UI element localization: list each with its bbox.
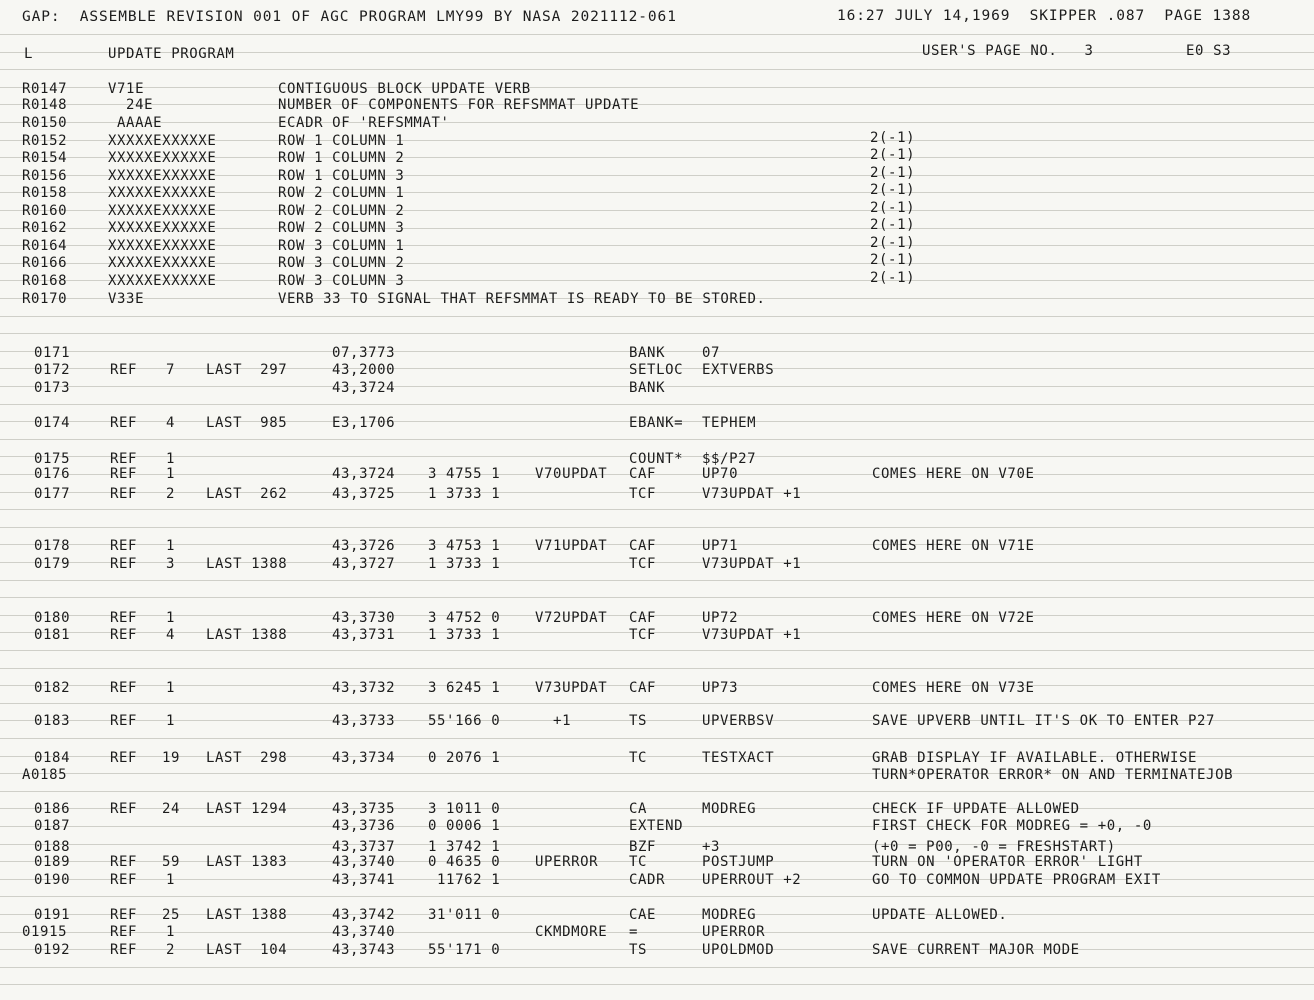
code-opcode: CAF [629, 538, 657, 554]
listing-timestamp-page: 16:27 JULY 14,1969 SKIPPER .087 PAGE 1388 [837, 8, 1252, 24]
header-letter: L [24, 46, 34, 62]
code-comment: TURN*OPERATOR ERROR* ON AND TERMINATEJOB [872, 767, 1234, 783]
code-operand: UPOLDMOD [702, 942, 775, 958]
verb-row-description: ROW 2 COLUMN 1 [278, 185, 405, 201]
code-label: CKMDMORE [535, 924, 608, 940]
verb-row-id: R0156 [22, 168, 68, 184]
code-opcode: BANK [629, 380, 666, 396]
code-last-ref: LAST 104 [206, 942, 288, 958]
code-ref-count: 25 [162, 907, 181, 923]
code-label: +1 [535, 713, 572, 729]
code-opcode: TC [629, 750, 648, 766]
code-ref-count: 24 [162, 801, 181, 817]
code-ref-count: 1 [166, 466, 176, 482]
code-comment: SAVE UPVERB UNTIL IT'S OK TO ENTER P27 [872, 713, 1216, 729]
code-ref-marker: REF [110, 942, 138, 958]
verb-row-scale: 2(-1) [870, 182, 916, 198]
verb-row-id: R0158 [22, 185, 68, 201]
code-ref-marker: REF [110, 415, 138, 431]
code-address: 43,3740 [332, 854, 396, 870]
verb-row-description: ROW 2 COLUMN 3 [278, 220, 405, 236]
verb-row-value: AAAAE [108, 115, 163, 131]
code-operand: MODREG [702, 907, 757, 923]
code-comment: CHECK IF UPDATE ALLOWED [872, 801, 1080, 817]
code-line-number: A0185 [22, 767, 68, 783]
code-ref-marker: REF [110, 627, 138, 643]
code-opcode: CAF [629, 680, 657, 696]
code-ref-count: 19 [162, 750, 181, 766]
code-label: V73UPDAT [535, 680, 608, 696]
code-operand: UP72 [702, 610, 739, 626]
code-ref-marker: REF [110, 713, 138, 729]
code-last-ref: LAST 298 [206, 750, 288, 766]
code-machine-word: 55'171 0 [428, 942, 501, 958]
verb-row-description: CONTIGUOUS BLOCK UPDATE VERB [278, 81, 531, 97]
code-opcode: EXTEND [629, 818, 684, 834]
code-comment: (+0 = P00, -0 = FRESHSTART) [872, 839, 1116, 855]
code-line-number: 0180 [34, 610, 71, 626]
code-line-number: 0172 [34, 362, 71, 378]
verb-row-value: V33E [108, 291, 145, 307]
code-line-number: 0189 [34, 854, 71, 870]
code-operand: $$/P27 [702, 451, 757, 467]
code-address: 43,3724 [332, 380, 396, 396]
verb-row-scale: 2(-1) [870, 165, 916, 181]
verb-row-value: 24E [108, 97, 154, 113]
code-ref-count: 1 [166, 680, 176, 696]
code-label: V70UPDAT [535, 466, 608, 482]
verb-row-description: ROW 1 COLUMN 2 [278, 150, 405, 166]
code-opcode: = [629, 924, 639, 940]
code-operand: UPVERBSV [702, 713, 775, 729]
code-ref-count: 3 [166, 556, 176, 572]
code-ref-count: 2 [166, 942, 176, 958]
code-comment: TURN ON 'OPERATOR ERROR' LIGHT [872, 854, 1143, 870]
code-address: 43,3740 [332, 924, 396, 940]
code-ref-count: 1 [166, 872, 176, 888]
code-operand: UP73 [702, 680, 739, 696]
code-ref-marker: REF [110, 362, 138, 378]
code-line-number: 01915 [22, 924, 68, 940]
verb-row-description: NUMBER OF COMPONENTS FOR REFSMMAT UPDATE [278, 97, 640, 113]
code-machine-word: 0 4635 0 [428, 854, 501, 870]
verb-row-value: XXXXXEXXXXXE [108, 273, 217, 289]
code-ref-marker: REF [110, 556, 138, 572]
code-line-number: 0175 [34, 451, 71, 467]
code-last-ref: LAST 1388 [206, 907, 288, 923]
code-opcode: COUNT* [629, 451, 684, 467]
verb-row-id: R0160 [22, 203, 68, 219]
code-address: 43,3736 [332, 818, 396, 834]
verb-row-value: XXXXXEXXXXXE [108, 203, 217, 219]
code-operand: EXTVERBS [702, 362, 775, 378]
code-last-ref: LAST 1383 [206, 854, 288, 870]
verb-row-value: XXXXXEXXXXXE [108, 220, 217, 236]
code-opcode: TC [629, 854, 648, 870]
code-machine-word: 3 1011 0 [428, 801, 501, 817]
code-label: V72UPDAT [535, 610, 608, 626]
verb-row-description: ROW 3 COLUMN 1 [278, 238, 405, 254]
verb-row-value: XXXXXEXXXXXE [108, 238, 217, 254]
code-last-ref: LAST 262 [206, 486, 288, 502]
code-operand: V73UPDAT +1 [702, 486, 802, 502]
code-ref-marker: REF [110, 538, 138, 554]
code-address: 43,3724 [332, 466, 396, 482]
verb-row-id: R0164 [22, 238, 68, 254]
code-ref-count: 7 [166, 362, 176, 378]
code-machine-word: 1 3733 1 [428, 627, 501, 643]
verb-row-value: XXXXXEXXXXXE [108, 168, 217, 184]
code-address: 43,3732 [332, 680, 396, 696]
code-address: 43,3727 [332, 556, 396, 572]
code-operand: V73UPDAT +1 [702, 556, 802, 572]
code-opcode: CA [629, 801, 648, 817]
code-comment: SAVE CURRENT MAJOR MODE [872, 942, 1080, 958]
verb-row-description: ROW 1 COLUMN 1 [278, 133, 405, 149]
verb-row-description: ROW 3 COLUMN 3 [278, 273, 405, 289]
code-line-number: 0171 [34, 345, 71, 361]
code-ref-marker: REF [110, 610, 138, 626]
code-ref-count: 1 [166, 610, 176, 626]
code-address: 43,3737 [332, 839, 396, 855]
code-comment: GRAB DISPLAY IF AVAILABLE. OTHERWISE [872, 750, 1198, 766]
code-operand: 07 [702, 345, 721, 361]
eo-code: E0 S3 [1186, 43, 1232, 59]
verb-row-description: ECADR OF 'REFSMMAT' [278, 115, 450, 131]
code-line-number: 0184 [34, 750, 71, 766]
code-operand: +3 [702, 839, 721, 855]
code-line-number: 0183 [34, 713, 71, 729]
users-page-number: USER'S PAGE NO. 3 [922, 43, 1094, 59]
code-ref-marker: REF [110, 801, 138, 817]
code-line-number: 0188 [34, 839, 71, 855]
verb-row-description: VERB 33 TO SIGNAL THAT REFSMMAT IS READY TO BE STORED. [278, 291, 766, 307]
code-line-number: 0182 [34, 680, 71, 696]
code-line-number: 0191 [34, 907, 71, 923]
verb-row-scale: 2(-1) [870, 252, 916, 268]
code-line-number: 0178 [34, 538, 71, 554]
code-opcode: TS [629, 942, 648, 958]
verb-row-value: XXXXXEXXXXXE [108, 150, 217, 166]
code-last-ref: LAST 1388 [206, 556, 288, 572]
listing-title: GAP: ASSEMBLE REVISION 001 OF AGC PROGRAM LMY99 BY NASA 2021112-061 [22, 9, 677, 25]
code-comment: COMES HERE ON V72E [872, 610, 1035, 626]
code-ref-count: 1 [166, 924, 176, 940]
code-opcode: EBANK= [629, 415, 684, 431]
code-address: 43,3726 [332, 538, 396, 554]
code-comment: COMES HERE ON V71E [872, 538, 1035, 554]
code-address: 43,3735 [332, 801, 396, 817]
code-address: 43,3734 [332, 750, 396, 766]
code-comment: COMES HERE ON V73E [872, 680, 1035, 696]
code-operand: UPERROR [702, 924, 766, 940]
code-opcode: SETLOC [629, 362, 684, 378]
code-ref-marker: REF [110, 486, 138, 502]
code-line-number: 0190 [34, 872, 71, 888]
code-comment: GO TO COMMON UPDATE PROGRAM EXIT [872, 872, 1161, 888]
code-machine-word: 3 4755 1 [428, 466, 501, 482]
code-address: 43,3731 [332, 627, 396, 643]
code-operand: UP70 [702, 466, 739, 482]
code-last-ref: LAST 297 [206, 362, 288, 378]
verb-row-id: R0162 [22, 220, 68, 236]
code-ref-marker: REF [110, 872, 138, 888]
code-machine-word: 11762 1 [428, 872, 501, 888]
code-ref-marker: REF [110, 750, 138, 766]
code-line-number: 0181 [34, 627, 71, 643]
code-machine-word: 31'011 0 [428, 907, 501, 923]
code-line-number: 0176 [34, 466, 71, 482]
code-address: 07,3773 [332, 345, 396, 361]
code-last-ref: LAST 985 [206, 415, 288, 431]
code-address: 43,3741 [332, 872, 396, 888]
verb-row-value: XXXXXEXXXXXE [108, 133, 217, 149]
code-address: 43,3730 [332, 610, 396, 626]
code-machine-word: 3 4753 1 [428, 538, 501, 554]
verb-row-id: R0152 [22, 133, 68, 149]
code-address: 43,3742 [332, 907, 396, 923]
verb-row-scale: 2(-1) [870, 217, 916, 233]
code-line-number: 0186 [34, 801, 71, 817]
code-opcode: TCF [629, 627, 657, 643]
verb-row-id: R0168 [22, 273, 68, 289]
code-opcode: CAF [629, 610, 657, 626]
code-machine-word: 0 2076 1 [428, 750, 501, 766]
verb-row-description: ROW 1 COLUMN 3 [278, 168, 405, 184]
code-opcode: CADR [629, 872, 666, 888]
code-ref-marker: REF [110, 907, 138, 923]
code-opcode: BZF [629, 839, 657, 855]
code-machine-word: 0 0006 1 [428, 818, 501, 834]
verb-row-scale: 2(-1) [870, 235, 916, 251]
code-opcode: CAE [629, 907, 657, 923]
code-line-number: 0192 [34, 942, 71, 958]
verb-row-id: R0147 [22, 81, 68, 97]
verb-row-scale: 2(-1) [870, 147, 916, 163]
code-machine-word: 3 4752 0 [428, 610, 501, 626]
code-opcode: TCF [629, 486, 657, 502]
code-line-number: 0174 [34, 415, 71, 431]
code-address: 43,2000 [332, 362, 396, 378]
verb-row-id: R0150 [22, 115, 68, 131]
verb-row-value: XXXXXEXXXXXE [108, 255, 217, 271]
code-opcode: BANK [629, 345, 666, 361]
code-operand: TEPHEM [702, 415, 757, 431]
verb-row-id: R0166 [22, 255, 68, 271]
code-label: V71UPDAT [535, 538, 608, 554]
code-machine-word: 1 3733 1 [428, 486, 501, 502]
code-line-number: 0179 [34, 556, 71, 572]
code-ref-count: 4 [166, 415, 176, 431]
code-address: E3,1706 [332, 415, 396, 431]
verb-row-value: V71E [108, 81, 145, 97]
code-operand: MODREG [702, 801, 757, 817]
code-ref-marker: REF [110, 466, 138, 482]
verb-row-id: R0148 [22, 97, 68, 113]
code-machine-word: 1 3733 1 [428, 556, 501, 572]
code-comment: UPDATE ALLOWED. [872, 907, 1008, 923]
code-label: UPERROR [535, 854, 599, 870]
code-opcode: CAF [629, 466, 657, 482]
verb-row-value: XXXXXEXXXXXE [108, 185, 217, 201]
section-title: UPDATE PROGRAM [108, 46, 235, 62]
verb-row-description: ROW 3 COLUMN 2 [278, 255, 405, 271]
code-operand: UP71 [702, 538, 739, 554]
code-opcode: TCF [629, 556, 657, 572]
code-machine-word: 1 3742 1 [428, 839, 501, 855]
verb-row-description: ROW 2 COLUMN 2 [278, 203, 405, 219]
verb-row-scale: 2(-1) [870, 200, 916, 216]
code-ref-marker: REF [110, 680, 138, 696]
code-comment: FIRST CHECK FOR MODREG = +0, -0 [872, 818, 1152, 834]
code-address: 43,3743 [332, 942, 396, 958]
code-operand: V73UPDAT +1 [702, 627, 802, 643]
code-operand: TESTXACT [702, 750, 775, 766]
code-operand: POSTJUMP [702, 854, 775, 870]
code-opcode: TS [629, 713, 648, 729]
code-machine-word: 55'166 0 [428, 713, 501, 729]
code-ref-marker: REF [110, 451, 138, 467]
verb-row-scale: 2(-1) [870, 130, 916, 146]
code-operand: UPERROUT +2 [702, 872, 802, 888]
code-address: 43,3733 [332, 713, 396, 729]
code-ref-marker: REF [110, 854, 138, 870]
code-ref-count: 59 [162, 854, 181, 870]
code-ref-marker: REF [110, 924, 138, 940]
code-address: 43,3725 [332, 486, 396, 502]
code-machine-word: 3 6245 1 [428, 680, 501, 696]
code-line-number: 0177 [34, 486, 71, 502]
code-ref-count: 1 [166, 538, 176, 554]
code-last-ref: LAST 1388 [206, 627, 288, 643]
code-comment: COMES HERE ON V70E [872, 466, 1035, 482]
code-ref-count: 2 [166, 486, 176, 502]
code-line-number: 0173 [34, 380, 71, 396]
code-ref-count: 4 [166, 627, 176, 643]
verb-row-scale: 2(-1) [870, 270, 916, 286]
code-line-number: 0187 [34, 818, 71, 834]
code-ref-count: 1 [166, 713, 176, 729]
verb-row-id: R0170 [22, 291, 68, 307]
code-last-ref: LAST 1294 [206, 801, 288, 817]
verb-row-id: R0154 [22, 150, 68, 166]
code-ref-count: 1 [166, 451, 176, 467]
